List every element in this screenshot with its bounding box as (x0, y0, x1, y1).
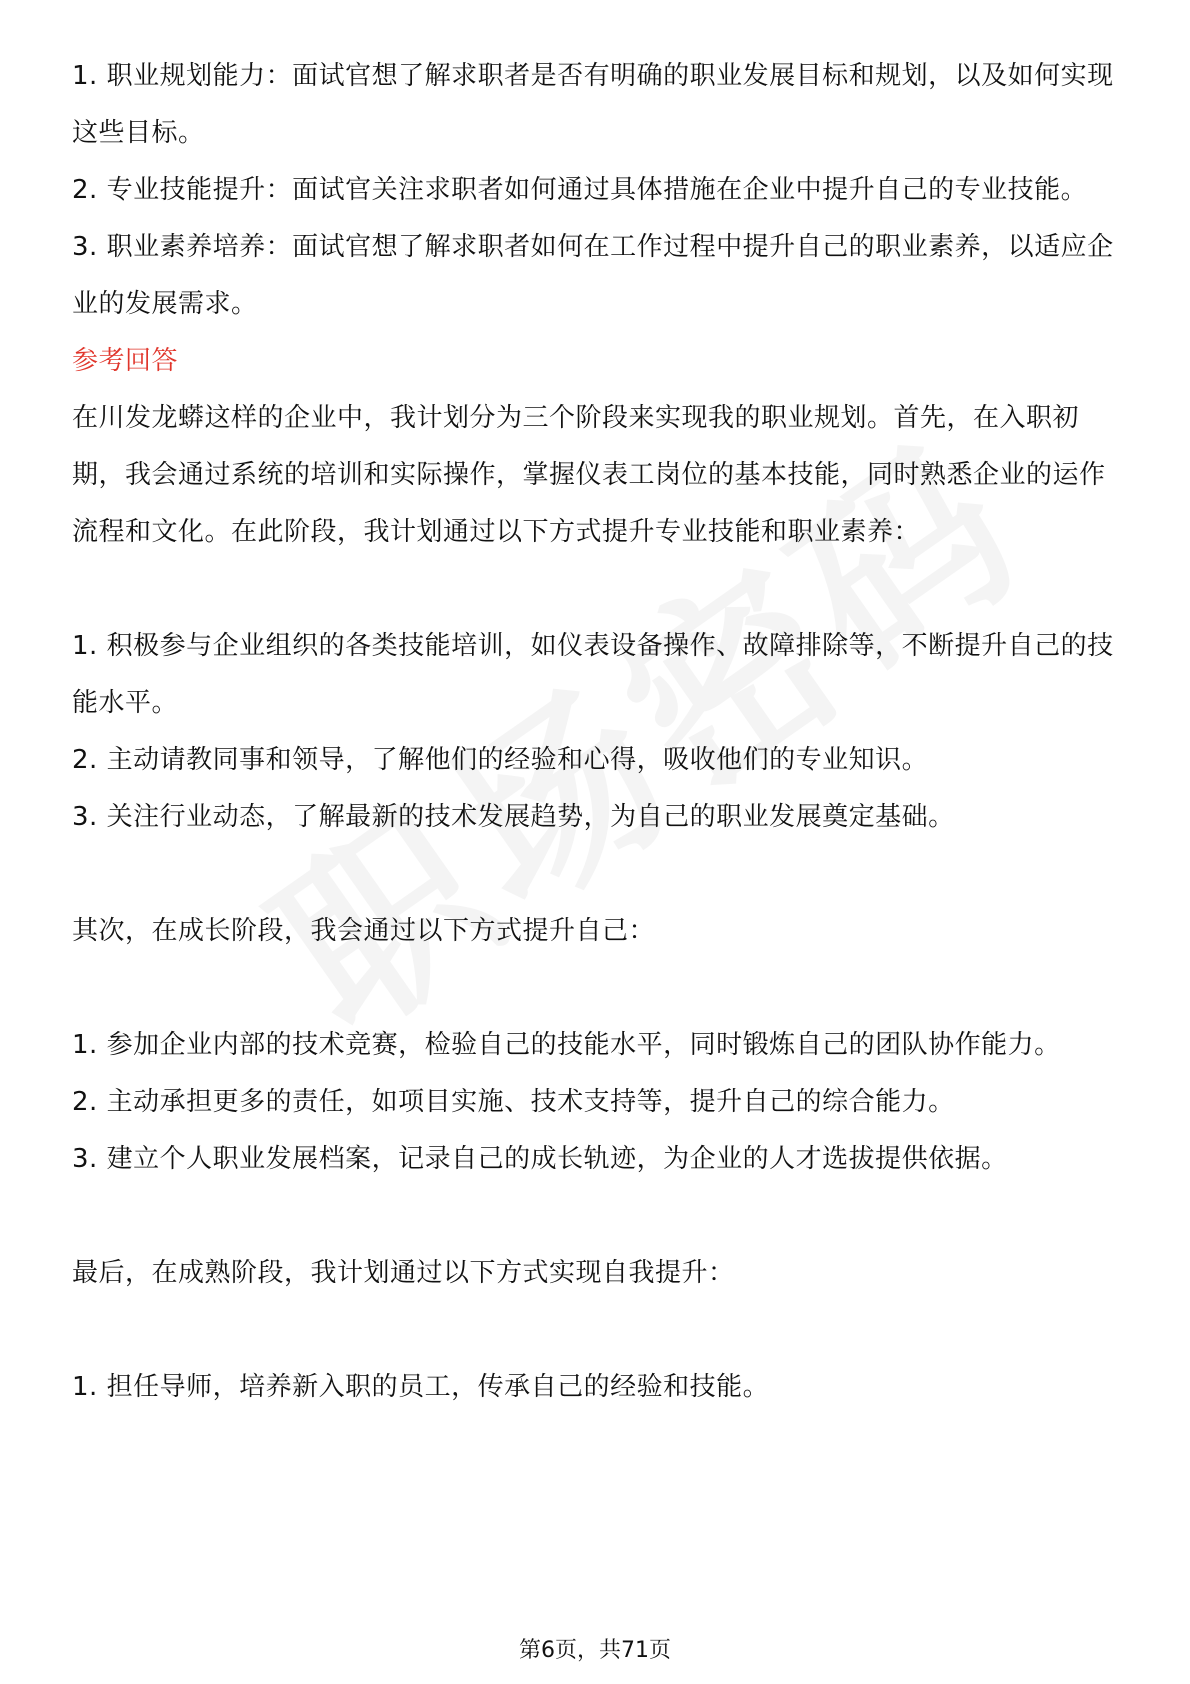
spacer (72, 846, 1122, 903)
document-body (72, 48, 1122, 1416)
stage2-point-3: 3. 建立个人职业发展档案，记录自己的成长轨迹，为企业的人才选拔提供依据。 (72, 1144, 1008, 1174)
page-number-footer: 第6页，共71页 (519, 1638, 671, 1663)
stage2-point-2: 2. 主动承担更多的责任，如项目实施、技术支持等，提升自己的综合能力。 (72, 1087, 955, 1117)
intro-point-1: 1. 职业规划能力：面试官想了解求职者是否有明确的职业发展目标和规划，以及如何实现这些目标。 (72, 61, 1114, 148)
intro-point-2: 2. 专业技能提升：面试官关注求职者如何通过具体措施在企业中提升自己的专业技能。 (72, 175, 1088, 205)
answer-intro-paragraph: 在川发龙蟒这样的企业中，我计划分为三个阶段来实现我的职业规划。首先，在入职初期，我会通过系统的培训和实际操作，掌握仪表工岗位的基本技能，同时熟悉企业的运作流程和文化。在此阶段，我计划通过以下方式提升专业技能和职业素养： (72, 403, 1106, 547)
stage1-point-2: 2. 主动请教同事和领导，了解他们的经验和心得，吸收他们的专业知识。 (72, 745, 929, 775)
spacer (72, 1302, 1122, 1359)
stage1-point-1: 1. 积极参与企业组织的各类技能培训，如仪表设备操作、故障排除等，不断提升自己的技能水平。 (72, 631, 1114, 718)
spacer (72, 1188, 1122, 1245)
spacer (72, 960, 1122, 1017)
stage1-point-3: 3. 关注行业动态，了解最新的技术发展趋势，为自己的职业发展奠定基础。 (72, 802, 955, 832)
spacer (72, 561, 1122, 618)
reference-answer-heading: 参考回答 (72, 346, 179, 376)
stage3-intro: 最后，在成熟阶段，我计划通过以下方式实现自我提升： (72, 1258, 735, 1288)
stage2-intro: 其次，在成长阶段，我会通过以下方式提升自己： (72, 916, 656, 946)
stage3-point-1: 1. 担任导师，培养新入职的员工，传承自己的经验和技能。 (72, 1372, 770, 1402)
intro-point-3: 3. 职业素养培养：面试官想了解求职者如何在工作过程中提升自己的职业素养，以适应企业的发展需求。 (72, 232, 1114, 319)
stage2-point-1: 1. 参加企业内部的技术竞赛，检验自己的技能水平，同时锻炼自己的团队协作能力。 (72, 1030, 1061, 1060)
